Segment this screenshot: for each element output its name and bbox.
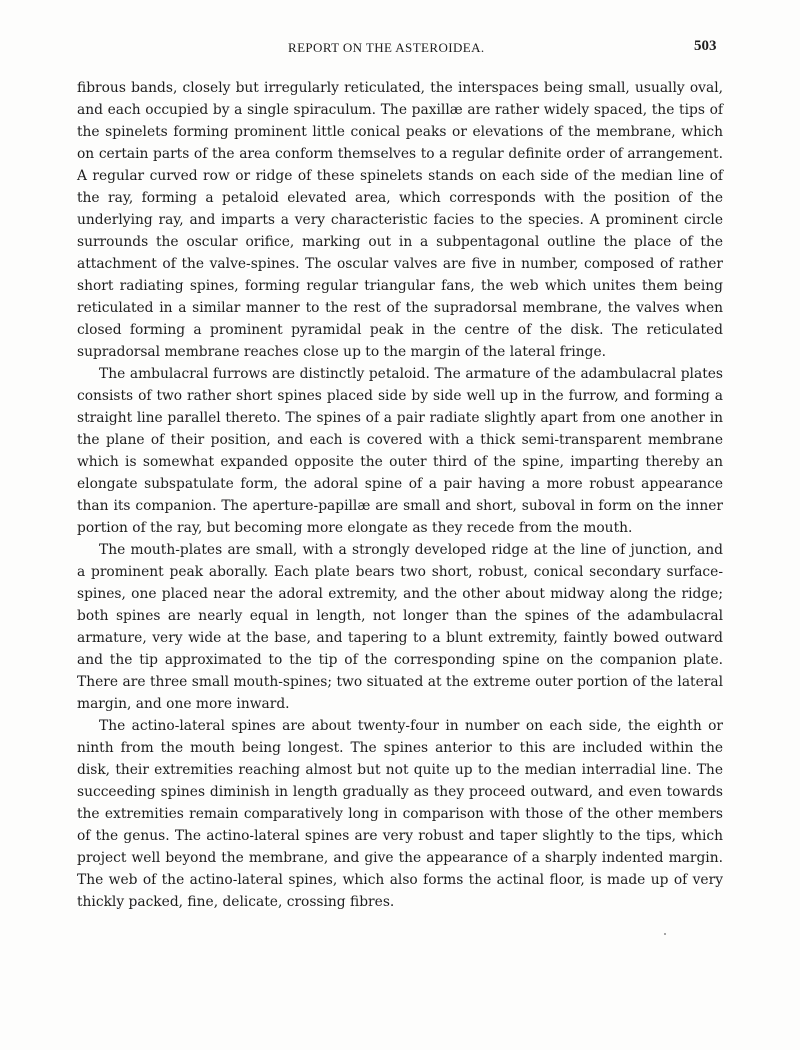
paragraph-actino-lateral-spines: The actino-lateral spines are about twenty-four in number on each side, the eighth or ninth from the mouth being longest. The spines anterior to this are included within the disk, their extremities reaching almost but not quite up to the median interradial line. The succeeding spines diminish in length gradually as they proceed outward, and even towards the extremities remain comparatively long in comparison with those of the other members of the genus. The actino-lateral spines are very robust and taper slightly to the tips, which project well beyond the membrane, and give the appearance of a sharply indented margin. The web of the actino-lateral spines, which also forms the actinal floor, is made up of very thickly packed, fine, delicate, crossing fibres. (77, 718, 723, 910)
ink-speck (664, 933, 666, 935)
running-header (0, 40, 800, 64)
running-title: REPORT ON THE ASTEROIDEA. (288, 40, 485, 55)
paragraph-mouth-plates: The mouth-plates are small, with a strongly developed ridge at the line of junction, and a prominent peak aborally. Each plate bears two short, robust, conical secondary surface-spines, one placed near the adoral extremity, and the other about midway along the ridge; both spines are nearly equal in length, not longer than the spines of the adambulacral armature, very wide at the base, and tapering to a blunt extremity, faintly bowed outward and the tip approximated to the tip of the corresponding spine on the companion plate. There are three small mouth-spines; two situated at the extreme outer portion of the lateral margin, and one more inward. (77, 542, 723, 712)
page-number: 503 (694, 38, 717, 54)
body-text (77, 77, 723, 913)
paragraph-supradorsal-membrane: fibrous bands, closely but irregularly reticulated, the interspaces being small, usually oval, and each occupied by a single spiraculum. The paxillæ are rather widely spaced, the tips of the spinelets forming prominent little conical peaks or elevations of the membrane, which on certain parts of the area conform themselves to a regular definite order of arrangement. A regular curved row or ridge of these spinelets stands on each side of the median line of the ray, forming a petaloid elevated area, which corresponds with the position of the underlying ray, and imparts a very characteristic facies to the species. A prominent circle surrounds the oscular orifice, marking out in a subpentagonal outline the place of the attachment of the valve-spines. The oscular valves are five in number, composed of rather short radiating spines, forming regular triangular fans, the web which unites them being reticulated in a similar manner to the rest of the supradorsal membrane, the valves when closed forming a prominent pyramidal peak in the centre of the disk. The reticulated supradorsal membrane reaches close up to the margin of the lateral fringe. (77, 80, 723, 360)
paragraph-ambulacral-furrows: The ambulacral furrows are distinctly petaloid. The armature of the adambulacral plates consists of two rather short spines placed side by side well up in the furrow, and forming a straight line parallel thereto. The spines of a pair radiate slightly apart from one another in the plane of their position, and each is covered with a thick semi-transparent membrane which is somewhat expanded opposite the outer third of the spine, imparting thereby an elongate subspatulate form, the adoral spine of a pair having a more robust appearance than its companion. The aperture-papillæ are small and short, suboval in form on the inner portion of the ray, but becoming more elongate as they recede from the mouth. (77, 366, 723, 536)
